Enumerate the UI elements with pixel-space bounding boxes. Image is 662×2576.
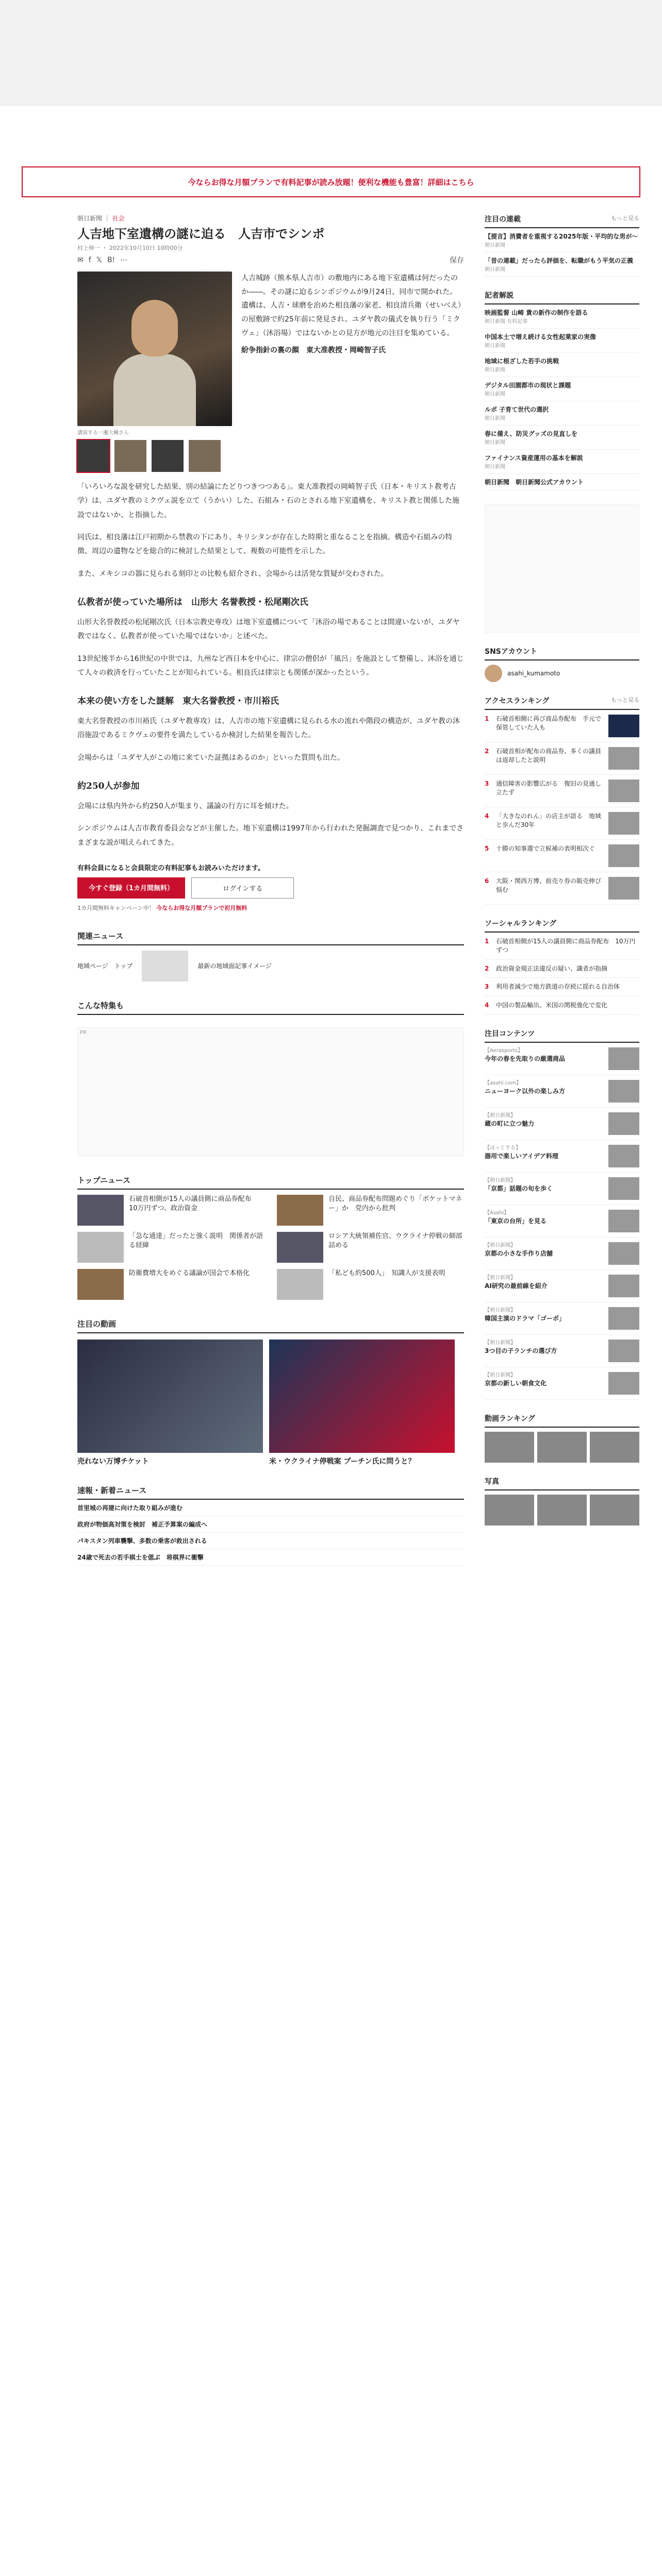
rank-title: 石破首相側に再び商品券配布 手元で保管していた人も — [496, 715, 602, 731]
list-item[interactable] — [485, 377, 639, 401]
item-source: 朝日新聞 — [485, 392, 505, 397]
item-title: 【提言】消費者を重視する2025年版・平均的な男が～ — [485, 233, 638, 240]
topic-thumbnail — [608, 1210, 639, 1232]
topic-item[interactable] — [485, 1367, 639, 1400]
ranking-item[interactable] — [485, 775, 639, 807]
ranking-item[interactable] — [485, 872, 639, 905]
item-title: ファイナンス資産運用の基本を解説 — [485, 454, 583, 462]
sidebar-heading-text: 注目の連載 — [485, 215, 521, 224]
item-title: デジタル田園都市の現状と課題 — [485, 382, 571, 389]
breadcrumb-category[interactable]: 社会 — [112, 215, 125, 222]
item-source: 朝日新聞 — [485, 367, 505, 373]
topic-title: 蔵の町に立つ魅力 — [485, 1120, 535, 1127]
article-subheading: 本来の使い方をした謎解 東大名誉教授・市川裕氏 — [77, 696, 279, 707]
topic-thumbnail — [608, 1340, 639, 1362]
feature-heading: こんな特集も — [77, 1000, 464, 1015]
item-source: 朝日新聞 有料記事 — [485, 319, 528, 325]
news-thumbnail — [77, 1232, 124, 1263]
rank-title: 中国の製品輸出、米国の関税強化で変化 — [496, 1002, 608, 1009]
article-paragraph: 13世紀後半から16世紀の中世では、九州など西日本を中心に、律宗の僧侶が「風呂」を施設として整備し、沐浴を通じて人々の救済を行っていたことが知られている。相良氏は律宗とも関係が深かったという。 — [77, 654, 464, 677]
list-item[interactable] — [485, 401, 639, 426]
topic-item[interactable] — [485, 1302, 639, 1335]
sidebar-explainers — [485, 290, 639, 490]
topic-item[interactable] — [485, 1043, 639, 1075]
article-paragraph: 山形大名誉教授の松尾剛次氏（日本宗教史専攻）は地下室遺構について「沐浴の場であることは間違いないが、ユダヤ教ではなく、仏教者が使っていた場ではないか」と述べた。 — [77, 618, 460, 641]
sidebar-ranking — [485, 696, 639, 905]
news-thumbnail — [77, 1269, 124, 1300]
list-item[interactable] — [485, 426, 639, 450]
video-thumbnail[interactable] — [590, 1432, 639, 1463]
rank-number: 4 — [485, 812, 489, 820]
promo-banner[interactable]: 今ならお得な月額プランで有料記事が読み放題！便利な機能も豊富！詳細はこちら — [22, 166, 640, 197]
list-item[interactable] — [485, 228, 639, 252]
topic-title: 京都の小さな手作り店舗 — [485, 1249, 553, 1257]
item-title: 地域に根ざした若手の挑戦 — [485, 358, 559, 365]
hatena-icon[interactable]: B! — [107, 256, 115, 265]
topic-category: 【朝日新聞】 — [485, 1372, 516, 1378]
top-news-list — [77, 1195, 464, 1300]
news-title: 自民、商品券配布問題めぐり「ポケットマネー」か 党内から批判 — [328, 1195, 462, 1213]
x-icon[interactable]: 𝕏 — [96, 256, 102, 265]
topic-thumbnail — [608, 1047, 639, 1070]
topic-category: 【朝日新聞】 — [485, 1112, 516, 1118]
rank-title: 大阪・関西万博、前売り券の販売伸び悩む — [496, 877, 602, 893]
list-item[interactable] — [77, 1269, 264, 1300]
rank-thumbnail — [608, 844, 639, 867]
video-feature-heading: 注目の動画 — [77, 1318, 464, 1333]
list-item[interactable] — [77, 1232, 264, 1263]
item-source: 朝日新聞 — [485, 267, 505, 273]
item-title: 中国本土で増え続ける女性起業家の実像 — [485, 333, 597, 341]
photo-thumbnail[interactable] — [77, 440, 109, 472]
topic-category: 【Aerasports】 — [485, 1047, 523, 1054]
article-byline: 村上伸一 ・ 2022年10月10日 10時00分 — [77, 245, 183, 252]
video-card[interactable] — [269, 1340, 455, 1466]
item-source: 朝日新聞 — [485, 243, 505, 248]
topic-thumbnail — [608, 1372, 639, 1395]
sidebar-heading-text: 記者解説 — [485, 292, 514, 300]
photo-thumbnails — [77, 440, 232, 472]
top-ad-band — [0, 0, 662, 106]
sidebar-heading — [485, 646, 639, 660]
item-source: 朝日新聞 — [485, 416, 505, 421]
topic-thumbnail — [608, 1145, 639, 1167]
video-strip — [485, 1432, 639, 1463]
photo-thumbnail[interactable] — [537, 1495, 587, 1526]
topic-title: 今年の春を先取りの厳選商品 — [485, 1055, 566, 1062]
topic-category: 【朝日新聞】 — [485, 1340, 516, 1346]
ranking-item[interactable] — [485, 978, 639, 996]
list-item[interactable]: 政府が物価高対策を検討 補正予算案の編成へ — [77, 1516, 464, 1533]
topic-category: 【Asahi】 — [485, 1210, 509, 1216]
topic-thumbnail — [608, 1177, 639, 1200]
video-card[interactable] — [77, 1340, 263, 1466]
topic-title: 器用で楽しいアイデア料理 — [485, 1152, 558, 1160]
ranking-item[interactable] — [485, 840, 639, 872]
item-source: 朝日新聞 — [485, 440, 505, 446]
topic-item[interactable] — [485, 1238, 639, 1270]
list-item[interactable] — [485, 353, 639, 377]
sidebar-heading-text: SNSアカウント — [485, 648, 537, 656]
rank-number: 2 — [485, 964, 489, 972]
rank-number: 6 — [485, 877, 489, 885]
photo-thumbnail[interactable] — [485, 1495, 534, 1526]
sidebar-social-ranking — [485, 918, 639, 1015]
news-title: 「私ども約500人」 知識人が支援表明 — [328, 1269, 445, 1277]
item-title: ルポ 子育て世代の選択 — [485, 406, 549, 413]
list-item[interactable] — [485, 450, 639, 474]
sidebar-video-ranking — [485, 1413, 639, 1463]
topic-thumbnail — [608, 1307, 639, 1330]
article-subheading: 約250人が参加 — [77, 781, 140, 792]
video-title: 売れない万博チケット — [77, 1457, 149, 1466]
news-title: ロシア大統領補佐官、ウクライナ停戦の細部詰める — [328, 1232, 462, 1250]
ranking-item[interactable] — [485, 742, 639, 775]
topic-title: 「京都」話題の旬を歩く — [485, 1184, 553, 1192]
related-keywords — [77, 951, 464, 981]
sidebar-heading — [485, 290, 639, 304]
rank-number: 3 — [485, 780, 489, 787]
rank-title: 「大きなのれん」の店主が語る 地域と歩んだ30年 — [496, 812, 602, 828]
sidebar-heading-text: ソーシャルランキング — [485, 920, 557, 928]
rank-number: 1 — [485, 938, 489, 945]
rank-thumbnail — [608, 812, 639, 835]
sidebar-heading — [485, 696, 639, 710]
sidebar — [485, 214, 639, 1539]
ranking-item[interactable] — [485, 807, 639, 840]
list-item[interactable] — [277, 1269, 464, 1300]
rank-thumbnail — [608, 747, 639, 770]
rank-title: 石破首相が配布の商品券、多くの議員は返却したと説明 — [496, 748, 602, 764]
topic-item[interactable] — [485, 1335, 639, 1367]
sidebar-photos — [485, 1476, 639, 1526]
ad-label: PR — [80, 1029, 87, 1036]
rank-thumbnail — [608, 715, 639, 737]
article-paragraph: 会場には県内外から約250人が集まり、議論の行方に耳を傾けた。 — [77, 802, 293, 811]
sidebar-ad — [485, 504, 639, 633]
topic-title: 3つ目の子ランチの選び方 — [485, 1347, 557, 1354]
item-title: 朝日新聞 朝日新聞公式アカウント — [485, 479, 584, 486]
article-paragraph: 「いろいろな説を研究した結果、別の結論にたどりつきつつある」。東大准教授の岡崎智子氏（日本・キリスト教考古学）は、ユダヤ教のミクヴェ説を立て（うかい）した、石組み・石のとされる地下室遺構を、キリスト教と関係した施設ではないか、と指摘した。 — [77, 483, 460, 519]
topic-title: 京都の新しい朝食文化 — [485, 1379, 547, 1387]
article-main — [77, 214, 464, 1566]
video-thumbnail[interactable] — [485, 1432, 534, 1463]
list-item[interactable]: パキスタン列車襲撃、多数の乗客が救出される — [77, 1533, 464, 1549]
more-link[interactable]: もっと見る — [611, 215, 639, 222]
sns-account[interactable] — [485, 665, 639, 682]
sidebar-series — [485, 214, 639, 277]
sidebar-heading — [485, 1028, 639, 1043]
photo-caption: 講演する一瀬大輔さん — [77, 430, 129, 436]
sidebar-heading — [485, 214, 639, 228]
topic-item[interactable] — [485, 1205, 639, 1238]
list-item[interactable] — [485, 329, 639, 353]
avatar — [485, 665, 502, 682]
sidebar-sns — [485, 646, 639, 682]
news-thumbnail — [277, 1269, 323, 1300]
item-source: 朝日新聞 — [485, 343, 505, 349]
article-hero — [77, 272, 464, 472]
topic-thumbnail — [608, 1242, 639, 1265]
subscribe-button[interactable]: 今すぐ登録（1カ月間無料） — [77, 877, 185, 899]
topic-title: AI研究の最前線を紹介 — [485, 1282, 548, 1290]
paywall-note-highlight[interactable]: 今ならお得な月額プランで初月無料 — [156, 904, 247, 911]
topic-category: 【朝日新聞】 — [485, 1242, 516, 1248]
rank-number: 2 — [485, 748, 489, 755]
more-link[interactable]: もっと見る — [611, 697, 639, 703]
list-item[interactable] — [77, 1195, 264, 1226]
item-title: 春に備え、防災グッズの見直しを — [485, 430, 578, 437]
article-paragraph: 同氏は、相良藩は江戸初期から禁教の下にあり、キリシタンが存在した時期と重なることを指摘。構造や石組みの特徴、周辺の遺物などを総合的に検討した結果として、複数の可能性を示した。 — [77, 533, 453, 556]
item-title: 「昔の連載」だったら評価を、転職がもう平気の正義 — [485, 257, 634, 264]
article-paragraph: 会場からは「ユダヤ人がこの地に来ていた証拠はあるのか」といった質問も出た。 — [77, 753, 344, 762]
article-paragraph: シンポジウムは人吉市教育委員会などが主催した。地下室遺構は1997年から行われた発掘調査で見つかり、これまでさまざまな説が唱えられてきた。 — [77, 824, 464, 847]
save-button[interactable]: 保存 — [450, 257, 464, 265]
rank-number: 5 — [485, 845, 489, 852]
top-news-heading: トップニュース — [77, 1175, 464, 1190]
rank-title: 政治資金規正法違反の疑い、識者が指摘 — [496, 964, 608, 972]
topic-item[interactable] — [485, 1108, 639, 1140]
article-paragraph: また、メキシコの器に見られる刻印との比較も紹介され、会場からは活発な質疑が交わされた。 — [77, 569, 388, 578]
latest-news-heading: 速報・新着ニュース — [77, 1485, 464, 1500]
ranking-item[interactable] — [485, 996, 639, 1015]
article-lead: 人吉城跡（熊本県人吉市）の敷地内にある地下室遺構は何だったのか――。その謎に迫るシンポジウムが9月24日、同市で開かれた。遺構は、人吉・球磨を治めた相良藩の家老、相良清兵衛（せいべえ）の屋敷跡で約25年前に発見され、ユダヤ教の儀式を執り行う「ミクヴェ」（沐浴場）ではないかとの見方が地元の注目を集めている。 — [241, 274, 461, 337]
video-title: 米・ウクライナ停戦案 プーチン氏に問うと？ — [269, 1457, 416, 1466]
topic-item[interactable] — [485, 1173, 639, 1205]
ranking-item[interactable] — [485, 710, 639, 742]
list-item[interactable]: 首里城の再建に向けた取り組みが進む — [77, 1500, 464, 1516]
rank-title: 利用者減少で地方鉄道の存続に揺れる自治体 — [496, 983, 620, 991]
topic-title: 韓国主演のドラマ「ゴーボ」 — [485, 1314, 566, 1322]
paywall-note — [77, 904, 464, 912]
topic-category: 【朝日新聞】 — [485, 1275, 516, 1281]
breadcrumb: 朝日新聞 ｜ 社会 — [77, 215, 125, 222]
keyword-link[interactable]: 最新の地域面記事イメージ — [197, 962, 272, 970]
paywall-note-text: 1カ月間無料キャンペーン中！ — [77, 904, 155, 911]
list-item[interactable] — [485, 252, 639, 277]
login-button[interactable]: ログインする — [191, 877, 294, 899]
photo-strip — [485, 1495, 639, 1526]
item-source: 朝日新聞 — [485, 464, 505, 470]
paywall-message: 有料会員になると会員限定の有料記事もお読みいただけます。 — [77, 864, 264, 872]
ranking-item[interactable] — [485, 933, 639, 960]
sidebar-heading-text: 写真 — [485, 1477, 499, 1486]
related-news-heading: 関連ニュース — [77, 930, 464, 945]
rank-thumbnail — [608, 877, 639, 900]
topic-item[interactable] — [485, 1140, 639, 1173]
list-item[interactable] — [485, 304, 639, 329]
photo-thumbnail[interactable] — [189, 440, 221, 472]
paywall-actions — [77, 877, 464, 899]
more-icon[interactable]: ⋯ — [120, 256, 128, 265]
rank-title: 通信障害の影響広がる 復旧の見通し立たず — [496, 780, 602, 796]
sns-account-name: asahi_kumamoto — [507, 670, 560, 677]
sidebar-heading-text: 注目コンテンツ — [485, 1029, 535, 1038]
sidebar-topics — [485, 1028, 639, 1400]
video-thumbnail — [269, 1340, 455, 1453]
inline-related-link[interactable]: 紛争指針の裏の顔 東大准教授・岡崎智子氏 — [241, 346, 386, 355]
sidebar-heading-text: アクセスランキング — [485, 697, 550, 705]
photo-thumbnail[interactable] — [152, 440, 184, 472]
share-bar — [77, 255, 464, 265]
ad-slot[interactable] — [485, 504, 639, 633]
news-thumbnail — [277, 1195, 323, 1226]
sidebar-heading — [485, 1413, 639, 1428]
news-title: 石破首相側が15人の議員側に商品券配布 10万円ずつ、政治資金 — [129, 1195, 258, 1213]
news-title: 防衛費増大をめぐる議論が国会で本格化 — [129, 1269, 250, 1277]
rank-title: 石破首相側が15人の議員側に商品券配布 10万円ずつ — [496, 938, 636, 954]
photo-thumbnail[interactable] — [114, 440, 146, 472]
news-thumbnail — [277, 1232, 323, 1263]
list-item[interactable] — [277, 1232, 464, 1263]
news-thumbnail — [77, 1195, 124, 1226]
ad-slot[interactable] — [77, 1027, 464, 1156]
sidebar-heading — [485, 1476, 639, 1490]
sidebar-heading — [485, 918, 639, 933]
list-item[interactable] — [277, 1195, 464, 1226]
rank-title: 十勝の知事選で立候補の表明相次ぐ — [496, 845, 595, 852]
photo-thumbnail[interactable] — [590, 1495, 639, 1526]
video-features — [77, 1340, 464, 1466]
rank-number: 3 — [485, 983, 489, 991]
topic-category: 【朝日新聞】 — [485, 1177, 516, 1183]
topic-item[interactable] — [485, 1075, 639, 1108]
topic-category: 【ほっとする】 — [485, 1145, 521, 1151]
list-item[interactable] — [485, 474, 639, 490]
topic-thumbnail — [608, 1112, 639, 1135]
topic-category: 【asahi.com】 — [485, 1080, 522, 1086]
rank-number: 4 — [485, 1002, 489, 1009]
rank-thumbnail — [608, 779, 639, 802]
topic-thumbnail — [608, 1275, 639, 1297]
article-subheading: 仏教者が使っていた場所は 山形大 名誉教授・松尾剛次氏 — [77, 597, 308, 607]
topic-item[interactable] — [485, 1270, 639, 1302]
related-thumbnail[interactable] — [142, 951, 188, 981]
facebook-icon[interactable]: f — [88, 256, 91, 265]
item-title: 映画監督 山崎 貴の新作の制作を語る — [485, 309, 588, 316]
list-item[interactable]: 24歳で死去の若手棋士を偲ぶ 将棋界に衝撃 — [77, 1549, 464, 1566]
breadcrumb-section[interactable]: 朝日新聞 — [77, 215, 103, 222]
keyword-link[interactable]: 地域ページ トップ — [77, 962, 133, 970]
mail-icon[interactable]: ✉ — [77, 256, 84, 265]
article-paragraph: 東大名誉教授の市川裕氏（ユダヤ教専攻）は、人吉市の地下室遺構に見られる水の流れや階段の構造が、ユダヤ教の沐浴施設であるミクヴェの要件を満たしているか検討した結果を報告した。 — [77, 717, 460, 740]
sidebar-heading-text: 動画ランキング — [485, 1414, 535, 1423]
video-thumbnail — [77, 1340, 263, 1453]
rank-number: 1 — [485, 715, 489, 722]
speaker-photo[interactable] — [77, 272, 232, 426]
article-title: 人吉地下室遺構の謎に迫る 人吉市でシンポ — [77, 226, 325, 241]
topic-title: ニューヨーク以外の楽しみ方 — [485, 1087, 566, 1095]
topic-category: 【朝日新聞】 — [485, 1307, 516, 1313]
news-title: 「急な通達」だったと強く説明 関係者が語る経緯 — [129, 1232, 263, 1250]
video-thumbnail[interactable] — [537, 1432, 587, 1463]
topic-title: 「東京の台所」を見る — [485, 1217, 547, 1225]
ranking-item[interactable] — [485, 960, 639, 978]
topic-thumbnail — [608, 1080, 639, 1103]
